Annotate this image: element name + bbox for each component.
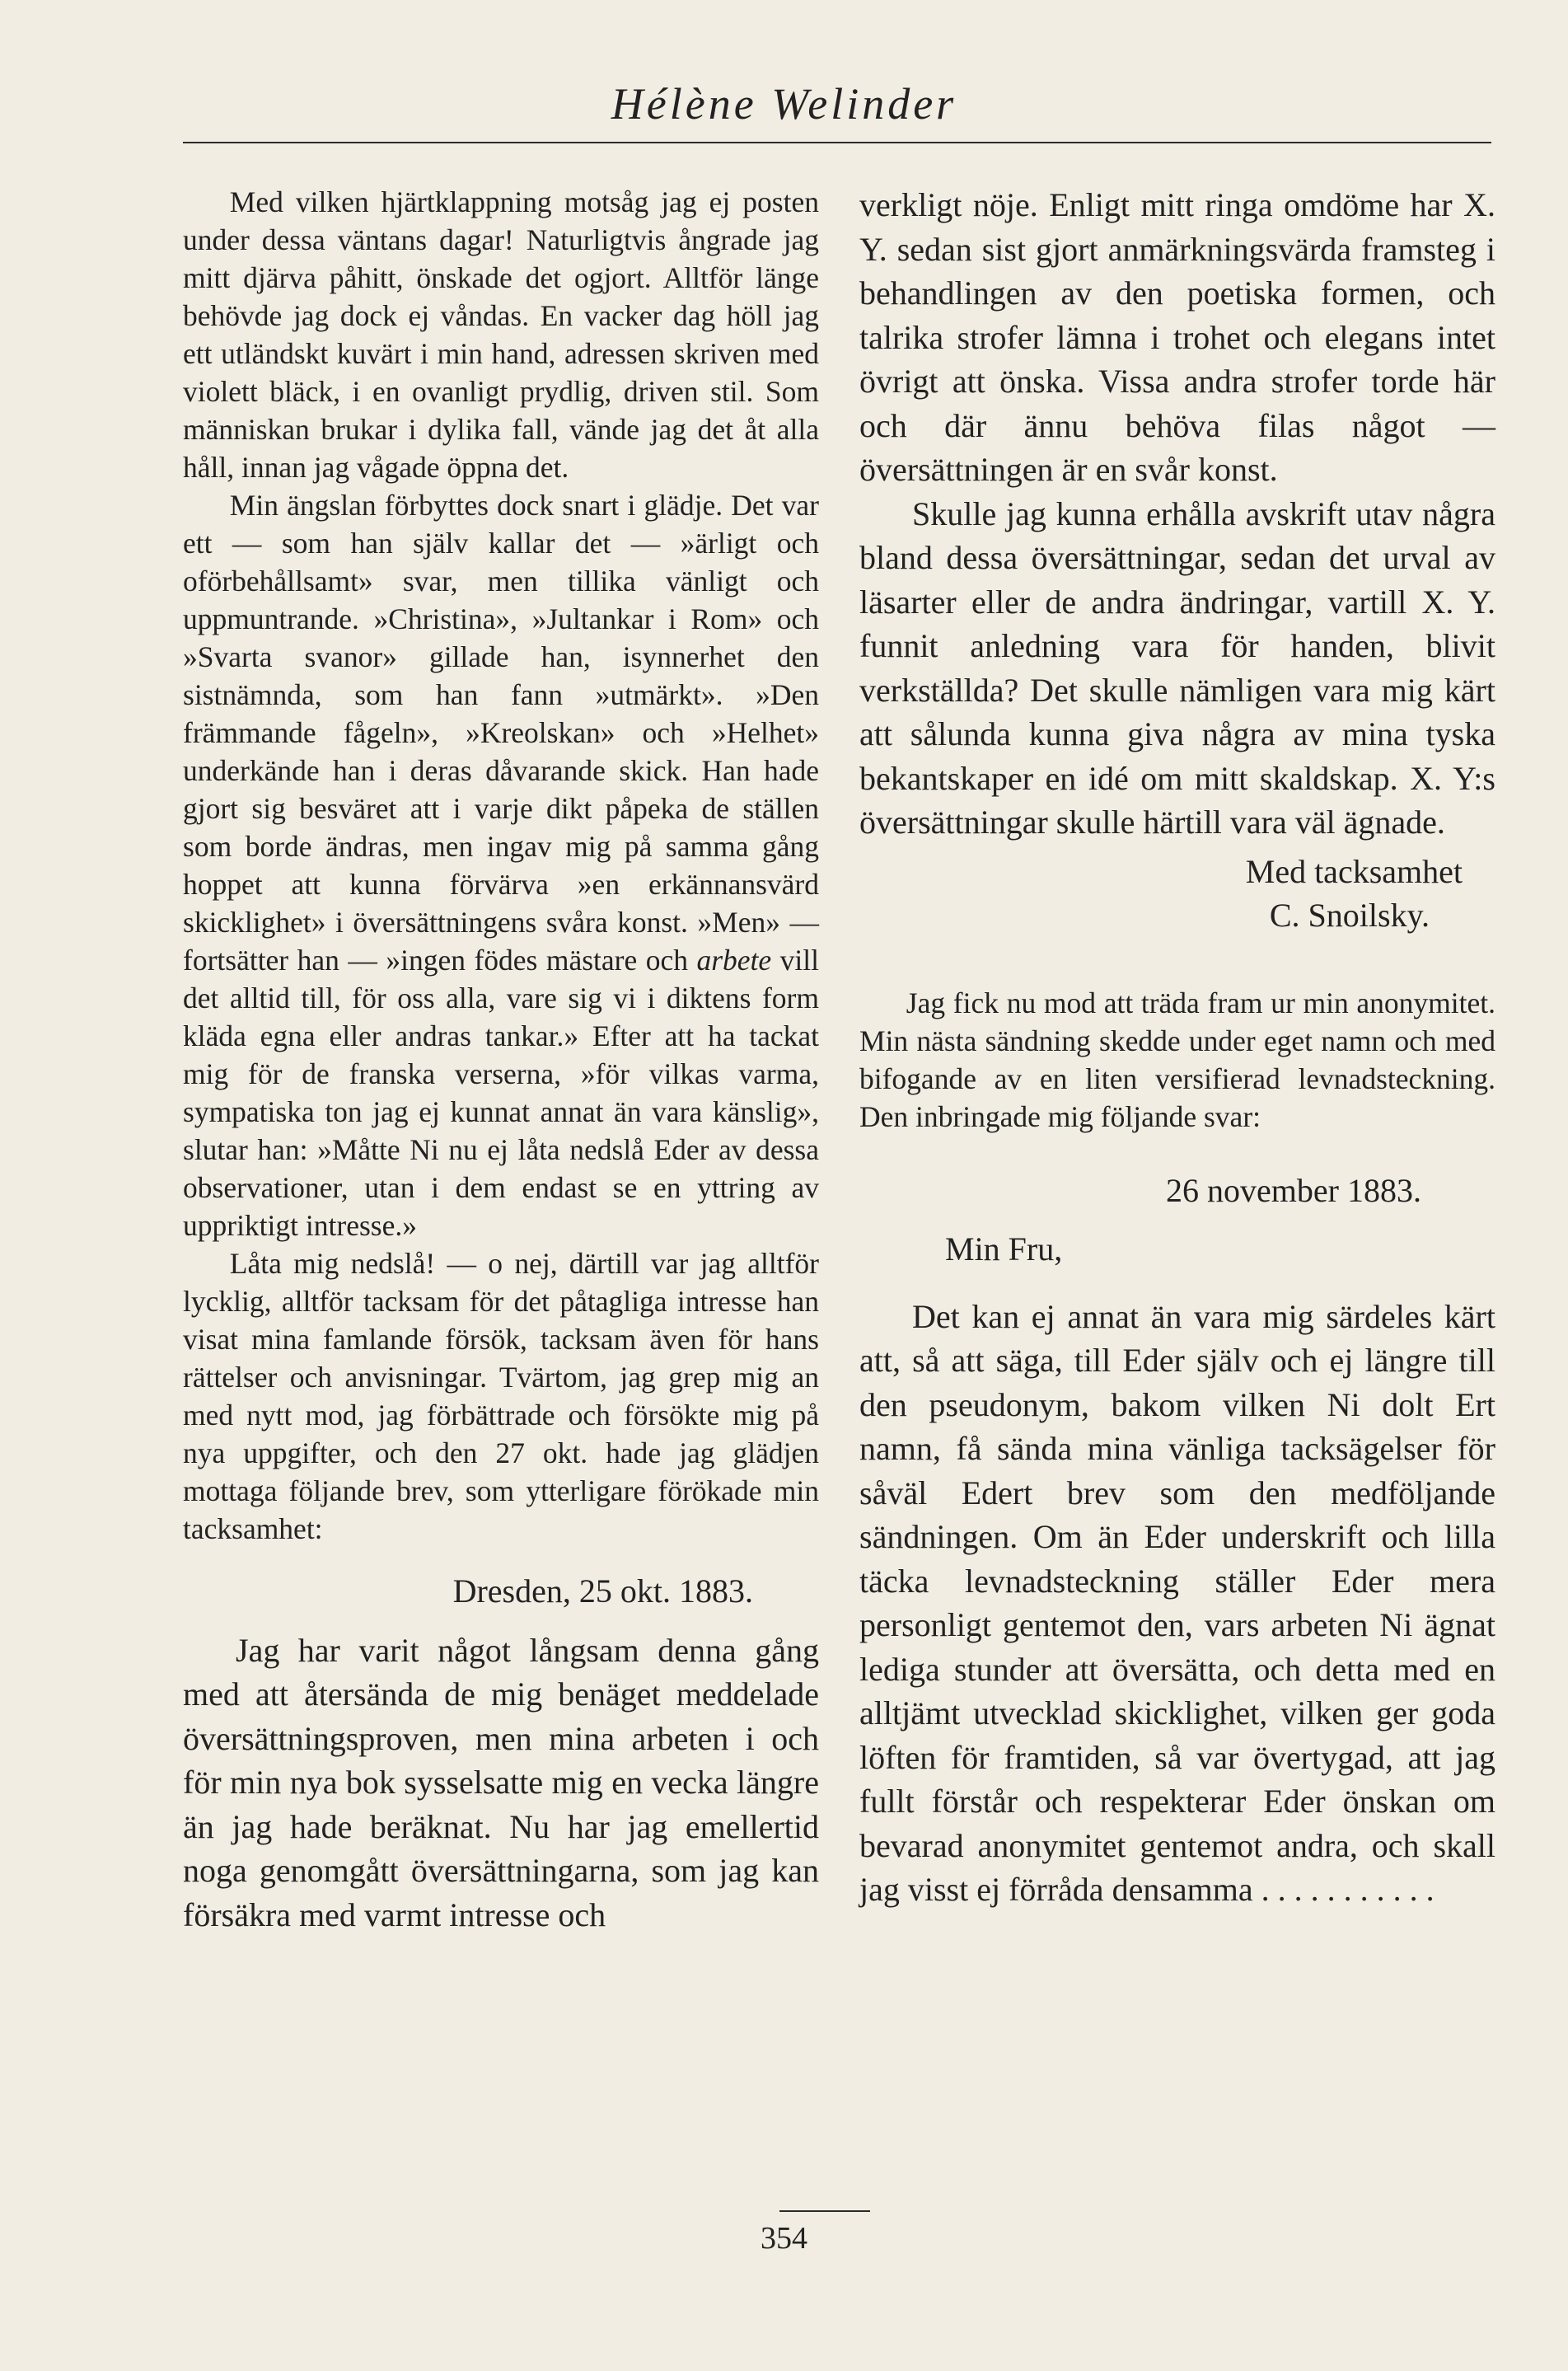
spacer [859, 938, 1495, 984]
paragraph [183, 486, 819, 1244]
paragraph-text: vill det alltid till, för oss alla, vare sig vi i diktens form kläda egna eller andras tankar.» Efter att ha tackat mig för de franska verserna, »för vilkas varma, sympatiska ton jag ej kunnat annat än vara känslig», slutar han: »Måtte Ni nu ej låta nedslå Eder av dessa observationer, utan i dem endast se en yttring av uppriktigt intresse.» [183, 944, 819, 1242]
letter-paragraph: Jag har varit något långsam denna gång med att återsända de mig benäget meddelade översättningsproven, men mina arbeten i och för min nya bok sysselsatte mig en vecka längre än jag hade beräknat. Nu har jag emellertid noga genomgått översättningarna, som jag kan försäkra med varmt intresse och [183, 1631, 819, 1933]
running-header: Hélène Welinder [611, 79, 957, 129]
letter-1 [183, 1569, 819, 1937]
page-number-rule [779, 2210, 870, 2212]
letter-dateline: 26 november 1883. [1166, 1171, 1421, 1209]
letter-salutation: Min Fru, [945, 1230, 1063, 1268]
narrative-block-1 [183, 183, 819, 1548]
letter-closing: Med tacksamhet [1245, 852, 1463, 890]
letter-1-continued [859, 183, 1495, 938]
narrative-block-2 [859, 984, 1495, 1136]
emphasis-text: arbete [696, 944, 772, 977]
letter-paragraph: Skulle jag kunna erhålla avskrift utav några bland dessa översättningar, sedan det urval av läsarter eller de andra ändringar, vartill X. Y. funnit anledning vara för handen, blivit verkställda? Det skulle nämligen vara mig kärt att sålunda kunna giva några av mina tyska bekantskaper en idé om mitt skaldskap. X. Y:s översättningar skulle härtill vara väl ägnade. [859, 494, 1495, 841]
paragraph-text: Min ängslan förbyttes dock snart i glädje. Det var ett — som han själv kallar det — »ärligt och oförbehållsamt» svar, men tillika vänligt och uppmuntrande. »Christina», »Jultankar i Rom» och »Svarta svanor» gillade han, isynnerhet den sistnämnda, som han fann »utmärkt». »Den främmande fågeln», »Kreolskan» och »Helhet» underkände han i deras dåvarande skick. Han hade gjort sig besväret att i varje dikt påpeka de ställen som borde ändras, men ingav mig på samma gång hoppet att kunna förvärva »en erkännansvärd skicklighet» i översättningens svåra konst. »Men» — fortsätter han — »ingen födes mästare och [183, 489, 819, 977]
letter-signature: C. Snoilsky. [1269, 897, 1430, 934]
left-column [183, 183, 819, 1937]
header-rule [183, 142, 1491, 143]
paragraph: Jag fick nu mod att träda fram ur min anonymitet. Min nästa sändning skedde under eget namn och med bifogande av en liten versifierad levnadsteckning. Den inbringade mig följande svar: [859, 986, 1495, 1133]
letter-paragraph: verkligt nöje. Enligt mitt ringa omdöme har X. Y. sedan sist gjort anmärkningsvärda framsteg i behandlingen av den poetiska formen, och talrika strofer lämna i trohet och elegans intet övrigt att önska. Vissa andra strofer torde här och där ännu behöva filas något — översättningen är en svår konst. [859, 186, 1495, 488]
letter-dateline: Dresden, 25 okt. 1883. [452, 1572, 753, 1610]
letter-2 [859, 1169, 1495, 1912]
right-column [859, 183, 1495, 1912]
paragraph: Låta mig nedslå! — o nej, därtill var jag alltför lycklig, alltför tacksam för det påtagliga intresse han visat mina famlande försök, tacksam även för hans rättelser och anvisningar. Tvärtom, jag grep mig an med nytt mod, jag förbättrade och försökte mig på nya uppgifter, och den 27 okt. hade jag glädjen mottaga följande brev, som ytterligare förökade min tacksamhet: [183, 1247, 819, 1545]
letter-paragraph: Det kan ej annat än vara mig särdeles kärt att, så att säga, till Eder själv och ej längre till den pseudonym, bakom vilken Ni dolt Ert namn, få sända mina vänliga tacksägelser för såväl Edert brev som den medföljande sändningen. Om än Eder underskrift och lilla täcka levnadsteckning ställer Eder mera personligt gentemot den, vars arbeten Ni ägnat lediga stunder att översätta, och detta med en alltjämt utvecklad skicklighet, vilken ger goda löften för framtiden, så var övertygad, att jag fullt förstår och respekterar Eder önskan om bevarad anonymitet gentemot andra, och skall jag visst ej förråda densamma . . . . . . . . . . . [859, 1297, 1495, 1908]
page-number: 354 [761, 2221, 807, 2256]
paragraph: Med vilken hjärtklappning motsåg jag ej posten under dessa väntans dagar! Naturligtvis ångrade jag mitt djärva påhitt, önskade det ogjort. Alltför länge behövde jag dock ej våndas. En vacker dag höll jag ett utländskt kuvärt i min hand, adressen skriven med violett bläck, i en ovanligt prydlig, driven stil. Som människan brukar i dylika fall, vände jag det åt alla håll, innan jag vågade öppna det. [183, 185, 819, 484]
